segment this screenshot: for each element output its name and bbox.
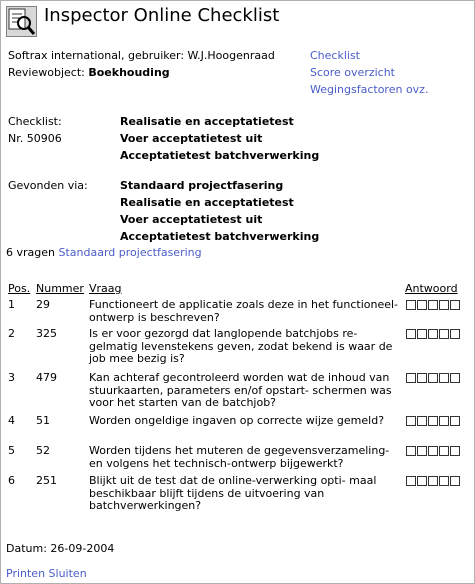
score-overzicht-link[interactable]: Score overzicht — [310, 66, 395, 79]
row-nummer: 325 — [36, 327, 57, 340]
footer-links — [6, 566, 87, 582]
answer-checkbox[interactable] — [417, 476, 427, 486]
gevonden-label: Gevonden via: — [8, 179, 88, 192]
printen-link[interactable]: Printen — [6, 567, 46, 580]
answer-checkbox[interactable] — [406, 416, 416, 426]
answer-checkbox[interactable] — [450, 416, 460, 426]
checklist-line-3: Acceptatietest batchverwerking — [120, 149, 320, 162]
answer-checkbox[interactable] — [450, 476, 460, 486]
row-pos: 4 — [8, 414, 15, 427]
gevonden-line-4: Acceptatietest batchverwerking — [120, 230, 320, 243]
answer-checkbox[interactable] — [417, 416, 427, 426]
answer-checkbox[interactable] — [428, 300, 438, 310]
answer-checkbox[interactable] — [406, 300, 416, 310]
answer-checkbox[interactable] — [428, 476, 438, 486]
gevonden-line-1: Standaard projectfasering — [120, 179, 284, 192]
answer-checkbox[interactable] — [417, 373, 427, 383]
answer-checkbox[interactable] — [406, 476, 416, 486]
answer-options — [406, 373, 460, 383]
row-vraag: Kan achteraf gecontroleerd worden wat de inhoud van stuurkaarten, parameters en/of opstart- schermen was voor het starten van de batchjob? — [89, 371, 392, 409]
answer-options — [406, 476, 460, 486]
answer-checkbox[interactable] — [439, 373, 449, 383]
row-pos: 2 — [8, 327, 15, 340]
row-vraag: Is er voor gezorgd dat langlopende batchjobs re- gelmatig levenstekens geven, zodat bekend is waar de job mee bezig is? — [89, 327, 393, 365]
reviewobject-label-text: Reviewobject: — [8, 66, 85, 79]
answer-checkbox[interactable] — [417, 300, 427, 310]
answer-options — [406, 416, 460, 426]
inspector-app-icon — [6, 6, 37, 37]
answer-checkbox[interactable] — [428, 416, 438, 426]
checklist-link[interactable]: Checklist — [310, 49, 360, 62]
answer-checkbox[interactable] — [439, 446, 449, 456]
row-nummer: 51 — [36, 414, 50, 427]
datum-text: Datum: 26-09-2004 — [6, 542, 115, 555]
row-vraag: Blijkt uit de test dat de online-verwerking opti- maal beschikbaar blijft tijdens de uitvoering van batchverwerkingen? — [89, 474, 377, 512]
wegingsfactoren-link[interactable]: Wegingsfactoren ovz. — [310, 83, 429, 96]
row-vraag: Functioneert de applicatie zoals deze in het functioneel-ontwerp is beschreven? — [89, 298, 399, 324]
row-nummer: 52 — [36, 444, 50, 457]
column-header-antwoord: Antwoord — [405, 282, 458, 295]
gevonden-line-2: Realisatie en acceptatietest — [120, 196, 294, 209]
gevonden-line-3: Voer acceptatietest uit — [120, 213, 263, 226]
sluiten-link[interactable]: Sluiten — [48, 567, 87, 580]
summary-line — [6, 245, 202, 261]
answer-checkbox[interactable] — [417, 446, 427, 456]
answer-checkbox[interactable] — [406, 373, 416, 383]
page-title: Inspector Online Checklist — [44, 5, 280, 26]
column-header-nummer: Nummer — [36, 282, 84, 295]
answer-checkbox[interactable] — [428, 373, 438, 383]
checklist-line-1: Realisatie en acceptatietest — [120, 115, 294, 128]
answer-checkbox[interactable] — [428, 329, 438, 339]
checklist-line-2: Voer acceptatietest uit — [120, 132, 263, 145]
answer-options — [406, 300, 460, 310]
company-user-text: Softrax international, gebruiker: W.J.Hoogenraad — [8, 49, 275, 62]
row-pos: 1 — [8, 298, 15, 311]
answer-checkbox[interactable] — [417, 329, 427, 339]
answer-checkbox[interactable] — [406, 446, 416, 456]
answer-checkbox[interactable] — [406, 329, 416, 339]
answer-checkbox[interactable] — [450, 373, 460, 383]
answer-checkbox[interactable] — [450, 446, 460, 456]
checklist-label: Checklist: — [8, 115, 62, 128]
answer-checkbox[interactable] — [428, 446, 438, 456]
row-pos: 5 — [8, 444, 15, 457]
row-vraag: Worden tijdens het muteren de gegevensverzameling- en volgens het technisch-ontwerp bijgewerkt? — [89, 444, 390, 470]
reviewobject-value: Boekhouding — [88, 66, 170, 79]
answer-checkbox[interactable] — [450, 300, 460, 310]
checklist-number: Nr. 50906 — [8, 132, 62, 145]
row-nummer: 29 — [36, 298, 50, 311]
answer-options — [406, 446, 460, 456]
answer-checkbox[interactable] — [439, 329, 449, 339]
answer-checkbox[interactable] — [439, 416, 449, 426]
answer-checkbox[interactable] — [439, 300, 449, 310]
answer-checkbox[interactable] — [439, 476, 449, 486]
answer-checkbox[interactable] — [450, 329, 460, 339]
column-header-pos: Pos. — [8, 282, 31, 295]
row-pos: 6 — [8, 474, 15, 487]
column-header-vraag: Vraag — [89, 282, 122, 295]
row-pos: 3 — [8, 371, 15, 384]
row-nummer: 251 — [36, 474, 57, 487]
question-count: 6 vragen — [6, 246, 55, 259]
reviewobject-label — [8, 65, 170, 81]
projectfasering-link[interactable]: Standaard projectfasering — [58, 246, 202, 259]
row-vraag: Worden ongeldige ingaven op correcte wijze gemeld? — [89, 414, 385, 427]
answer-options — [406, 329, 460, 339]
row-nummer: 479 — [36, 371, 57, 384]
